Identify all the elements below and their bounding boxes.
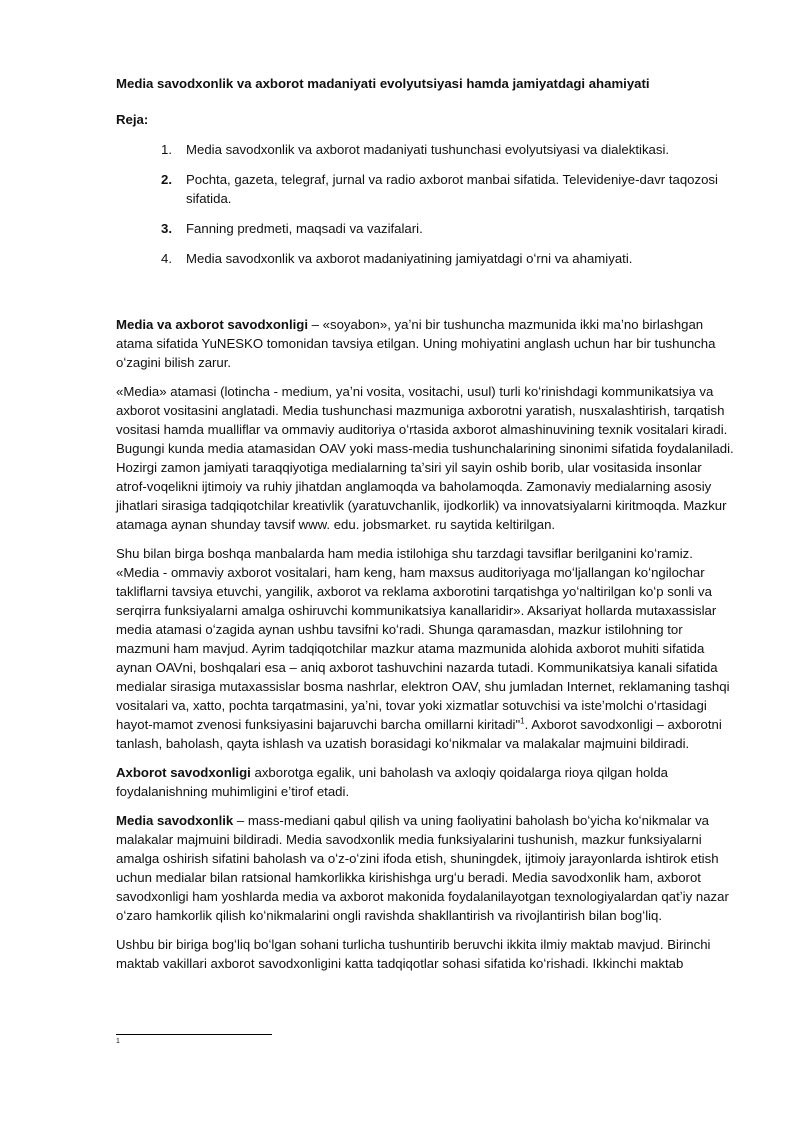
- plan-item-number: 2.: [161, 172, 172, 187]
- spacer: [116, 279, 736, 315]
- plan-item-text: Pochta, gazeta, telegraf, jurnal va radio axborot manbai sifatida. Televideniye-davr taqozosi sifatida.: [186, 172, 718, 206]
- paragraph-media-term: [116, 382, 736, 534]
- term-bold: Media savodxonlik: [116, 813, 234, 828]
- paragraph-text: axborotga egalik, uni baholash va axloqiy qoidalarga rioya qilgan holda foydalanishning muhimligini eʼtirof etadi.: [116, 765, 668, 799]
- paragraph-media-literacy: [116, 811, 736, 925]
- paragraph-schools: [116, 935, 736, 973]
- document-title: Media savodxonlik va axborot madaniyati evolyutsiyasi hamda jamiyatdagi ahamiyati: [116, 76, 650, 91]
- plan-item-text: Media savodxonlik va axborot madaniyati tushunchasi evolyutsiyasi va dialektikasi.: [186, 142, 670, 157]
- footnote-divider: [116, 1034, 272, 1035]
- paragraph-text: – mass-mediani qabul qilish va uning faoliyatini baholash boʻyicha koʻnikmalar va malakalar majmuini bildiradi. Media savodxonlik media funksiyalarini tushunish, mazkur funksiyalarni amalga oshirish sifatini baholash va oʻz-oʻzini ifoda etish, shuningdek, ijtimoiy jarayonlarda ishtirok etish uchun medialar bilan ratsional hamkorlikka kirishishga urgʻu beradi. Media savodxonlik ham, axborot savodxonligi ham yoshlarda media va axborot makonida foydalanilayotgan texnologiyalardan qatʼiy nazar oʻzaro hamkorlik qilish koʻnikmalarini ongli ravishda shakllantirish va rivojlantirish bilan bogʻliq.: [116, 813, 729, 923]
- paragraph-information-literacy: [116, 763, 736, 801]
- plan-item: [116, 249, 736, 268]
- paragraph-text: – «soyabon», yaʼni bir tushuncha mazmunida ikki maʼno birlashgan atama sifatida YuNESKO tomonidan tavsiya etilgan. Uning mohiyatini anglash uchun har bir tushuncha oʻzagini bilish zarur.: [116, 317, 716, 370]
- plan-item: [116, 140, 736, 159]
- paragraph-text: . Axborot savodxonligi – axborotni tanlash, baholash, qayta ishlash va uzatish borasidagi koʻnikmalar va malakalar majmuini bildiradi.: [116, 717, 722, 751]
- plan-item-number: 4.: [161, 251, 172, 266]
- footnote-reference[interactable]: 1: [520, 716, 525, 726]
- term-bold: Axborot savodxonligi: [116, 765, 251, 780]
- footnote-mark: 1: [116, 1038, 120, 1045]
- plan-item-text: Media savodxonlik va axborot madaniyatining jamiyatdagi oʻrni va ahamiyati.: [186, 251, 633, 266]
- paragraph-text: Ushbu bir biriga bogʻliq boʻlgan sohani turlicha tushuntirib beruvchi ikkita ilmiy maktab mavjud. Birinchi maktab vakillari axborot savodxonligini katta tadqiqotlar sohasi sifatida koʻrishadi. Ikkinchi maktab: [116, 937, 711, 971]
- paragraph-media-definitions: [116, 544, 736, 753]
- term-bold: Media va axborot savodxonligi: [116, 317, 308, 332]
- plan-item-text: Fanning predmeti, maqsadi va vazifalari.: [186, 221, 423, 236]
- plan-heading: Reja:: [116, 112, 149, 127]
- document-page: [116, 74, 736, 983]
- plan-item-number: 1.: [161, 142, 172, 157]
- plan-list: [116, 140, 736, 268]
- paragraph-text: Shu bilan birga boshqa manbalarda ham media istilohiga shu tarzdagi tavsiflar berilganini koʻramiz. «Media - ommaviy axborot vositalari, ham keng, ham maxsus auditoriyaga moʻljallangan koʻngilochar takliflarni tavsiya etuvchi, yangilik, axborot va reklama axborotini tarqatishga yoʻnaltirilgan koʻp sonli va serqirra funksiyalarni amalga oshiruvchi kommunikatsiya kanallaridir». Aksariyat hollarda mutaxassislar media atamasi oʻzagida aynan ushbu tavsifni koʻradi. Shunga qaramasdan, mazkur istilohning tor mazmuni ham mavjud. Ayrim tadqiqotchilar mazkur atama mazmunida alohida axborot muhiti sifatida aynan OAVni, boshqalari esa – aniq axborot tashuvchini nazarda tutadi. Kommunikatsiya kanali sifatida medialar sirasiga mutaxassislar bosma nashrlar, elektron OAV, shu jumladan Internet, reklamaning tashqi vositalari va, xatto, pochta tarqatmasini, yaʼni, tovar yoki xizmatlar sotuvchisi va isteʼmolchi oʻrtasidagi hayot-mamot zvenosi funksiyasini bajaruvchi barcha omillarni kiritadi": [116, 546, 730, 732]
- paragraph-media-and-information-literacy: [116, 315, 736, 372]
- plan-item: [116, 170, 736, 208]
- paragraph-text: «Media» atamasi (lotincha - medium, yaʼni vosita, vositachi, usul) turli koʻrinishdagi kommunikatsiya va axborot vositasini anglatadi. Media tushunchasi mazmuniga axborotni yaratish, nusxalashtirish, tarqatish vositasi hamda mualliflar va ommaviy auditoriya oʻrtasida axborot almashinuvining texnik vositalari kiradi. Bugungi kunda media atamasidan OAV yoki mass-media tushunchalarining sinonimi sifatida foydalaniladi. Hozirgi zamon jamiyati taraqqiyotiga medialarning taʼsiri yil sayin oshib borib, ular vositasida insonlar atrof-voqelikni ijtimoiy va ruhiy jihatdan anglamoqda va baholamoqda. Zamonaviy medialarning asosiy jihatlari sirasiga tadqiqotchilar kreativlik (yaratuvchanlik, ijodkorlik) va innovatsiyalarni kiritmoqda. Mazkur atamaga aynan shunday tavsif www. edu. jobsmarket. ru saytida keltirilgan.: [116, 384, 734, 532]
- plan-item: [116, 219, 736, 238]
- plan-item-number: 3.: [161, 221, 172, 236]
